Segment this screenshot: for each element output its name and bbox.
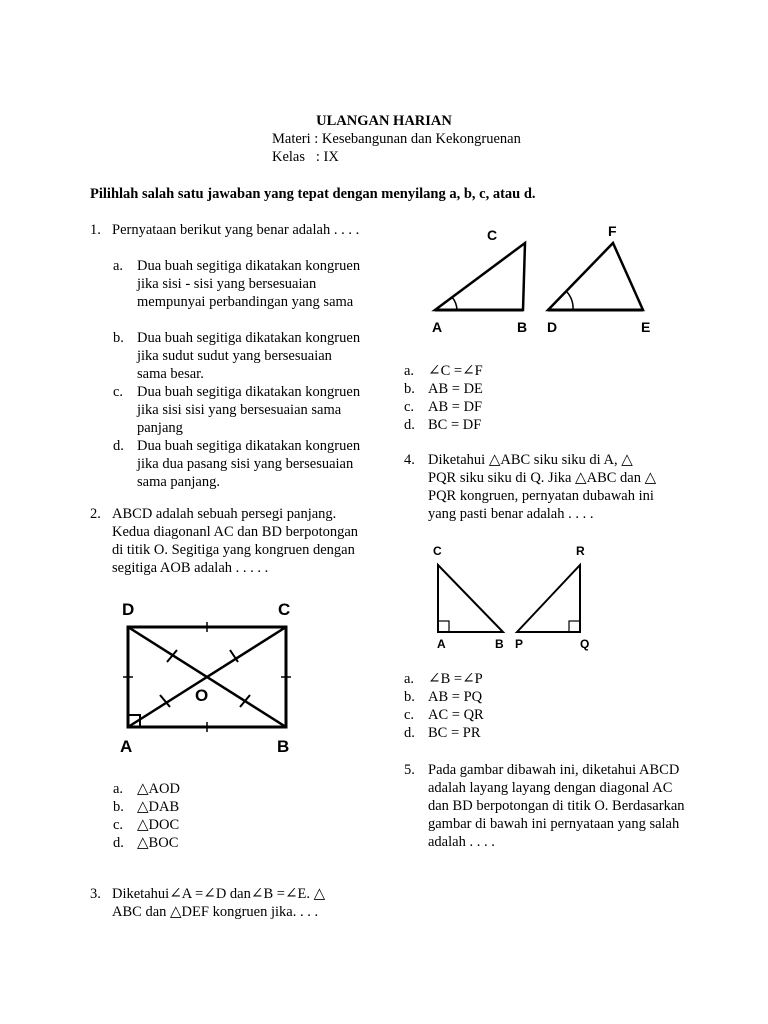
option-text: AB = PQ (428, 689, 483, 705)
triangle-icon: △ (137, 799, 149, 815)
option-text: BC = PR (428, 725, 481, 741)
option-letter: c. (404, 399, 415, 415)
text-part: A = (181, 886, 204, 902)
class-line: Kelas : IX (272, 149, 339, 165)
option-d[interactable] (404, 724, 604, 742)
triangle-icon: △ (137, 817, 149, 833)
option-a[interactable] (404, 670, 604, 688)
question-number: 1. (90, 222, 101, 238)
option-letter: b. (113, 799, 124, 815)
text-part: E. (297, 886, 310, 902)
page-title: ULANGAN HARIAN (316, 113, 452, 129)
label-r: R (576, 544, 585, 558)
angle-icon: ∠ (284, 886, 298, 902)
angle-icon: ∠ (169, 886, 182, 902)
triangle-icon: △ (137, 835, 149, 851)
option-letter: a. (113, 258, 124, 274)
label-q: Q (580, 637, 590, 651)
text-part: PQR siku siku di Q. Jika (428, 470, 572, 486)
text-part: ABC siku siku di A, (500, 452, 618, 468)
option-letter: b. (113, 330, 124, 346)
angle-icon: ∠ (203, 886, 216, 902)
option-a[interactable] (113, 780, 313, 798)
option-letter: a. (113, 781, 124, 797)
option-d[interactable] (404, 416, 604, 434)
rectangle-diagram (110, 595, 300, 760)
question-2-options (113, 780, 313, 852)
triangle-icon: △ (488, 452, 501, 468)
label-d: D (547, 319, 558, 335)
option-letter: a. (404, 671, 415, 687)
text-part: ABC dan (586, 470, 641, 486)
question-number: 4. (404, 452, 415, 468)
option-text: DOC (148, 817, 180, 833)
angle-icon: ∠ (428, 363, 441, 379)
label-e: E (641, 319, 651, 335)
option-text: Dua buah segitiga dikatakan kongruen jika dua pasang sisi yang bersesuaian sama panjang. (137, 438, 361, 490)
question-3 (90, 885, 380, 925)
angle-icon: ∠ (428, 671, 441, 687)
question-text: Pernyataan berikut yang benar adalah . . . . (112, 222, 360, 238)
option-text: Dua buah segitiga dikatakan kongruen jika sudut sudut yang bersesuaian sama besar. (137, 330, 361, 382)
text-part: DEF kongruen jika. . . . (181, 904, 319, 920)
question-3-options (404, 362, 604, 434)
option-a[interactable] (404, 362, 604, 380)
label-f: F (608, 223, 617, 239)
option-text: DAB (148, 799, 180, 815)
question-text: ABCD adalah sebuah persegi panjang. Kedua diagonanl AC dan BD berpotongan di titik O. Segitiga yang kongruen dengan segitiga AOB adalah . . . . . (112, 506, 359, 576)
question-4 (404, 451, 704, 531)
label-b: B (495, 637, 504, 651)
right-triangles-diagram (425, 540, 605, 655)
option-text: BC = DF (428, 417, 482, 433)
text-part: PQR kongruen, pernyatan dubawah ini (428, 488, 654, 504)
option-text: AB = DF (428, 399, 483, 415)
option-text: AB = DE (428, 381, 483, 397)
option-letter: d. (113, 835, 124, 851)
option-d[interactable] (113, 834, 313, 852)
option-text: BOC (148, 835, 179, 851)
subject-line: Materi : Kesebangunan dan Kekongruenan (272, 131, 521, 147)
label-c: C (278, 600, 291, 619)
label-b: B (277, 737, 290, 756)
question-text (112, 885, 325, 921)
label-a: A (437, 637, 446, 651)
label-d: D (122, 600, 135, 619)
triangle-icon: △ (313, 886, 326, 902)
option-letter: b. (404, 381, 415, 397)
question-text (428, 451, 656, 523)
option-letter: c. (113, 817, 124, 833)
label-b: B (517, 319, 528, 335)
text-part: ABC dan (112, 904, 167, 920)
text-part: B = (263, 886, 285, 902)
option-text: P (474, 671, 483, 687)
question-number: 2. (90, 506, 101, 522)
option-letter: b. (404, 689, 415, 705)
triangle-icon: △ (170, 904, 182, 920)
option-text: B = (440, 671, 463, 687)
question-number: 5. (404, 762, 415, 778)
option-c[interactable] (113, 816, 313, 834)
option-letter: d. (404, 417, 415, 433)
angle-icon: ∠ (462, 671, 475, 687)
label-p: P (515, 637, 524, 651)
option-b[interactable] (404, 380, 604, 398)
option-b[interactable] (113, 798, 313, 816)
option-b[interactable] (404, 688, 604, 706)
option-letter: d. (113, 438, 124, 454)
option-letter: a. (404, 363, 415, 379)
option-text: C = (440, 363, 463, 379)
instruction: Pilihlah salah satu jawaban yang tepat dengan menyilang a, b, c, atau d. (90, 186, 536, 202)
option-letter: d. (404, 725, 415, 741)
option-text: F (474, 363, 483, 379)
question-4-options (404, 670, 604, 742)
label-c: C (433, 544, 442, 558)
label-a: A (120, 737, 133, 756)
question-text: Pada gambar dibawah ini, diketahui ABCD adalah layang layang dengan diagonal AC dan BD berpotongan di titik O. Berdasarkan gambar di bawah ini pernyataan yang salah adalah . . . . (428, 762, 685, 850)
triangle-icon: △ (575, 470, 587, 486)
option-text: AC = QR (428, 707, 484, 723)
question-number: 3. (90, 886, 101, 902)
option-letter: c. (113, 384, 124, 400)
option-letter: c. (404, 707, 415, 723)
option-c[interactable] (404, 706, 604, 724)
triangles-abc-def-diagram (425, 220, 675, 345)
triangle-icon: △ (644, 470, 657, 486)
label-a: A (432, 319, 443, 335)
option-text: Dua buah segitiga dikatakan kongruen jika sisi - sisi yang bersesuaian mempunyai perbandingan yang sama (137, 258, 361, 310)
label-o: O (195, 686, 209, 705)
option-text: AOD (148, 781, 180, 797)
text-part: yang pasti benar adalah . . . . (428, 506, 594, 522)
option-c[interactable] (404, 398, 604, 416)
text-part: D dan (215, 886, 251, 902)
angle-icon: ∠ (462, 363, 475, 379)
option-text: Dua buah segitiga dikatakan kongruen jika sisi sisi yang bersesuaian sama panjang (137, 384, 361, 436)
label-c: C (487, 227, 498, 243)
angle-icon: ∠ (250, 886, 264, 902)
triangle-icon: △ (621, 452, 633, 468)
text-part: Diketahui (428, 452, 486, 468)
triangle-icon: △ (137, 781, 149, 797)
text-part: Diketahui (112, 886, 170, 902)
